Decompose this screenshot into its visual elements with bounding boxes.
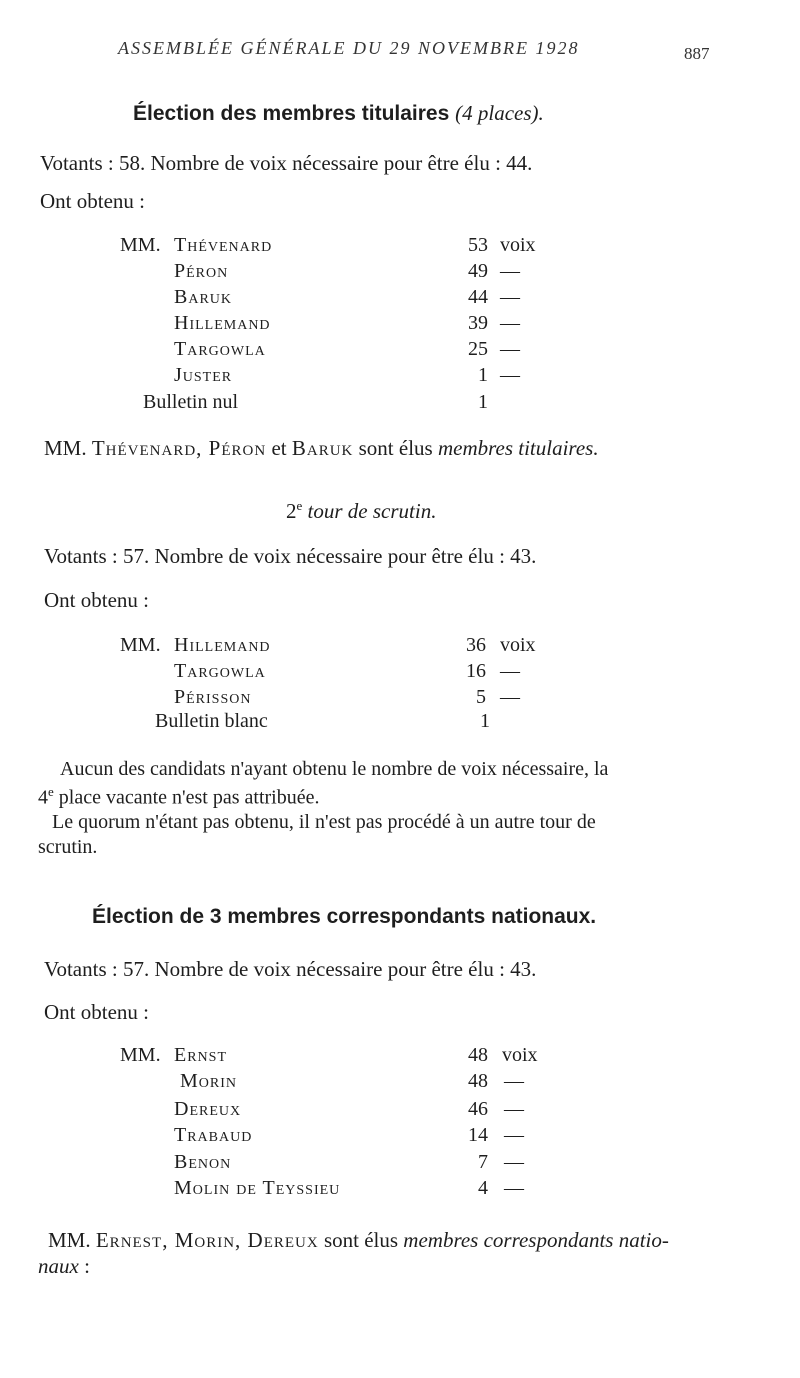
conclusion-names: Ernest, Morin, Dereux <box>95 1228 319 1252</box>
round2-title-text: tour de scrutin. <box>307 499 437 523</box>
result-name: Targowla <box>174 338 266 360</box>
round2-title-sup: e <box>296 498 303 513</box>
section2-ont-obtenu: Ont obtenu : <box>44 1000 149 1024</box>
result-name: Hillemand <box>174 312 271 334</box>
result-unit: — <box>500 286 520 308</box>
result-name: Targowla <box>174 660 266 682</box>
round2-title <box>286 498 436 524</box>
result-name: Dereux <box>174 1098 242 1120</box>
conclusion-italic: membres titulaires. <box>437 436 599 460</box>
conclusion-italic: membres correspondants natio- <box>403 1228 669 1252</box>
section1-title-text: Élection des membres titulaires <box>133 102 450 125</box>
result-unit: voix <box>500 234 536 256</box>
null-ballot-label: Bulletin nul <box>143 391 238 413</box>
section1-votants: Votants : 58. Nombre de voix nécessaire pour être élu : 44. <box>40 151 533 175</box>
result-votes: 49 <box>468 260 488 282</box>
result-votes: 48 <box>468 1044 488 1066</box>
section1-ont-obtenu: Ont obtenu : <box>40 189 145 213</box>
result-votes: 5 <box>476 686 486 708</box>
result-votes: 1 <box>478 364 488 386</box>
result-votes: 16 <box>466 660 486 682</box>
blank-ballot-votes: 1 <box>480 710 490 732</box>
conclusion-last-name: Baruk <box>291 436 354 460</box>
conclusion-colon: : <box>84 1254 90 1278</box>
ordinal-num: 4 <box>38 786 48 809</box>
result-name: Baruk <box>174 286 233 308</box>
result-unit: voix <box>500 634 536 656</box>
result-unit: — <box>500 686 520 708</box>
ordinal-sup: e <box>48 784 54 799</box>
result-unit: — <box>500 260 520 282</box>
conclusion-names: Thévenard, Péron <box>91 436 267 460</box>
running-title: ASSEMBLÉE GÉNÉRALE DU 29 NOVEMBRE 1928 <box>118 38 580 58</box>
result-votes: 44 <box>468 286 488 308</box>
result-votes: 7 <box>478 1151 488 1173</box>
result-name: Morin <box>180 1070 238 1092</box>
result-unit: — <box>504 1151 524 1173</box>
result-votes: 14 <box>468 1124 488 1146</box>
round2-paragraph2-line2: scrutin. <box>38 836 98 858</box>
result-votes: 53 <box>468 234 488 256</box>
result-unit: — <box>504 1124 524 1146</box>
result-name: Juster <box>174 364 233 386</box>
result-unit: — <box>500 312 520 334</box>
round2-paragraph2-line1: Le quorum n'étant pas obtenu, il n'est pas procédé à un autre tour de <box>52 811 596 833</box>
section1-conclusion <box>44 436 599 461</box>
result-unit: — <box>500 338 520 360</box>
result-unit: — <box>504 1070 524 1092</box>
result-votes: 25 <box>468 338 488 360</box>
result-unit: — <box>504 1098 524 1120</box>
conclusion-text: sont élus <box>323 1228 399 1252</box>
result-name: Ernst <box>174 1044 228 1066</box>
result-unit: voix <box>502 1044 538 1066</box>
result-votes: 39 <box>468 312 488 334</box>
result-prefix: MM. <box>120 634 161 656</box>
conclusion-prefix: MM. <box>48 1228 91 1252</box>
result-unit: — <box>500 660 520 682</box>
result-name: Thévenard <box>174 234 273 256</box>
section2-conclusion-line2 <box>38 1254 90 1279</box>
result-name: Hillemand <box>174 634 271 656</box>
result-name: Molin de Teyssieu <box>174 1177 341 1199</box>
section2-conclusion-line1 <box>48 1228 669 1253</box>
result-unit: — <box>500 364 520 386</box>
section2-votants: Votants : 57. Nombre de voix nécessaire pour être élu : 43. <box>44 957 537 981</box>
round2-paragraph1-line2 <box>38 784 319 810</box>
result-name: Péron <box>174 260 229 282</box>
round2-title-num: 2 <box>286 499 297 523</box>
result-votes: 46 <box>468 1098 488 1120</box>
result-unit: — <box>504 1177 524 1199</box>
result-prefix: MM. <box>120 234 161 256</box>
section1-title <box>133 101 544 126</box>
null-ballot-votes: 1 <box>478 391 488 413</box>
round2-votants: Votants : 57. Nombre de voix nécessaire pour être élu : 43. <box>44 544 537 568</box>
result-votes: 4 <box>478 1177 488 1199</box>
blank-ballot-label: Bulletin blanc <box>155 710 268 732</box>
result-name: Trabaud <box>174 1124 253 1146</box>
conclusion-italic-end: naux <box>38 1254 79 1278</box>
page-number: 887 <box>684 44 710 63</box>
result-name: Périsson <box>174 686 252 708</box>
result-prefix: MM. <box>120 1044 161 1066</box>
section1-title-note: (4 places). <box>455 101 544 125</box>
result-votes: 36 <box>466 634 486 656</box>
conclusion-et: et <box>271 436 287 460</box>
conclusion-prefix: MM. <box>44 436 87 460</box>
paragraph-text: place vacante n'est pas attribuée. <box>58 786 320 809</box>
result-name: Benon <box>174 1151 232 1173</box>
section2-title: Élection de 3 membres correspondants nationaux. <box>92 905 597 928</box>
round2-paragraph1-line1: Aucun des candidats n'ayant obtenu le nombre de voix nécessaire, la <box>60 758 609 780</box>
result-votes: 48 <box>468 1070 488 1092</box>
round2-ont-obtenu: Ont obtenu : <box>44 588 149 612</box>
conclusion-text: sont élus <box>358 436 433 460</box>
